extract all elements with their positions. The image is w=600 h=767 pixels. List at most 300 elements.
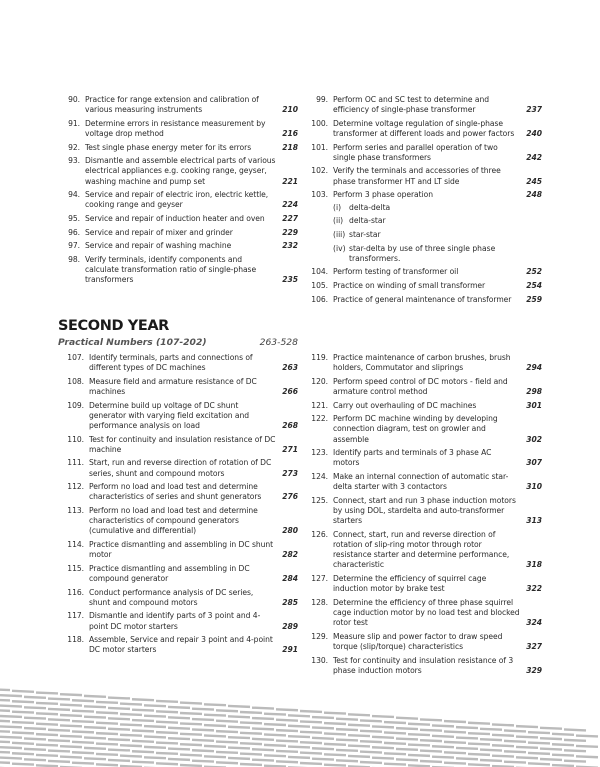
toc-entry[interactable]: [304, 632, 542, 652]
stripe-segment: [84, 737, 106, 738]
toc-entry[interactable]: [60, 119, 298, 139]
stripe-segment: [216, 762, 238, 763]
stripe-segment: [96, 702, 118, 703]
stripe-segment: [36, 755, 58, 756]
toc-entry[interactable]: [304, 166, 542, 186]
stripe-segment: [444, 752, 466, 753]
toc-entry[interactable]: [304, 377, 542, 397]
stripe-segment: [540, 738, 562, 739]
stripe-segment: [204, 704, 226, 705]
toc-entry[interactable]: [304, 143, 542, 163]
toc-entry-title: Make an internal connection of automatic star-delta starter with 3 contactors: [333, 471, 509, 492]
stripe-segment: [24, 749, 46, 750]
toc-entry-page: 266: [282, 387, 298, 396]
toc-entry-number: 124.: [311, 471, 328, 481]
stripe-segment: [60, 757, 82, 758]
toc-column-top-left: [60, 95, 298, 289]
stripe-segment: [408, 765, 430, 766]
toc-sub-item: [333, 203, 542, 213]
toc-entry-page: 235: [282, 275, 298, 285]
stripe-segment: [156, 722, 178, 723]
stripe-segment: [492, 735, 514, 736]
toc-entry-number: 123.: [311, 448, 328, 458]
toc-entry[interactable]: [304, 95, 542, 115]
stripe-segment: [312, 738, 334, 739]
stripe-segment: [72, 742, 94, 743]
stripe-segment: [456, 738, 478, 739]
stripe-segment: [0, 710, 10, 711]
stripe-segment: [372, 737, 394, 738]
stripe-segment: [444, 731, 466, 732]
toc-entry[interactable]: [60, 377, 298, 397]
stripe-segment: [228, 716, 250, 717]
toc-entry[interactable]: [304, 448, 542, 468]
stripe-segment: [204, 715, 226, 716]
stripe-segment: [36, 734, 58, 735]
stripe-segment: [132, 699, 154, 700]
stripe-segment: [72, 721, 94, 722]
stripe-segment: [144, 747, 166, 748]
toc-entry-number: 129.: [311, 631, 328, 641]
toc-entry[interactable]: [60, 214, 298, 224]
stripe-segment: [300, 711, 322, 712]
stripe-segment: [192, 750, 214, 751]
stripe-segment: [192, 761, 214, 762]
stripe-segment: [468, 744, 490, 745]
stripe-segment: [336, 750, 358, 751]
toc-entry[interactable]: [304, 190, 542, 200]
stripe-segment: [84, 696, 106, 697]
stripe-segment: [516, 747, 538, 748]
toc-entry[interactable]: [60, 143, 298, 153]
toc-entry[interactable]: [60, 588, 298, 608]
toc-entry-page: 248: [526, 190, 542, 200]
stripe-segment: [12, 753, 34, 754]
stripe-segment: [180, 734, 202, 735]
stripe-segment: [48, 761, 70, 762]
stripe-segment: [144, 716, 166, 717]
toc-entry[interactable]: [304, 353, 542, 373]
toc-entry[interactable]: [60, 435, 298, 455]
toc-entry-title: Perform speed control of DC motors - field and armature control method: [333, 376, 508, 396]
section-subheading: [58, 337, 298, 348]
stripe-segment: [132, 720, 154, 721]
stripe-segment: [348, 735, 370, 736]
stripe-segment: [528, 753, 550, 754]
stripe-segment: [504, 762, 526, 763]
toc-entry-number: 127.: [311, 573, 328, 583]
toc-entry-page: 218: [282, 142, 298, 152]
stripe-segment: [288, 726, 310, 727]
toc-entry-title: Identify terminals, parts and connections of different types of DC machines: [89, 353, 253, 373]
stripe-segment: [168, 717, 190, 718]
toc-entry-title: Practice on winding of small transformer: [333, 280, 486, 290]
stripe-segment: [48, 740, 70, 741]
toc-entry-title: Connect, start and run 3 phase induction motors by using DOL, stardelta and auto-transformer starters: [333, 495, 516, 526]
stripe-segment: [156, 732, 178, 733]
toc-entry[interactable]: [60, 564, 298, 584]
toc-entry-title: Test single phase energy meter for its errors: [85, 142, 252, 152]
toc-entry-page: 289: [282, 621, 298, 631]
stripe-segment: [108, 739, 130, 740]
toc-entry-page: 252: [526, 267, 542, 277]
toc-sub-item-marker: (i): [333, 202, 342, 212]
stripe-segment: [564, 729, 586, 730]
toc-entry[interactable]: [60, 611, 298, 631]
toc-entry[interactable]: [304, 401, 542, 411]
stripe-segment: [420, 751, 442, 752]
toc-entry[interactable]: [304, 598, 542, 629]
toc-entry[interactable]: [60, 190, 298, 210]
stripe-segment: [504, 730, 526, 731]
toc-entry-title: Start, run and reverse direction of rotation of DC series, shunt and compound motors: [89, 458, 272, 478]
stripe-segment: [240, 743, 262, 744]
stripe-segment: [324, 744, 346, 745]
toc-entry[interactable]: [60, 458, 298, 478]
stripe-segment: [24, 718, 46, 719]
stripe-segment: [168, 759, 190, 760]
toc-entry-title: Practice dismantling and assembling in DC shunt motor: [89, 539, 274, 560]
stripe-segment: [84, 706, 106, 707]
stripe-segment: [0, 720, 10, 721]
toc-entry-page: 259: [526, 294, 542, 304]
toc-entry-number: 106.: [311, 294, 328, 304]
toc-sub-item-text: delta-delta: [349, 202, 391, 212]
stripe-segment: [84, 748, 106, 749]
stripe-segment: [396, 759, 418, 760]
toc-entry[interactable]: [304, 119, 542, 139]
stripe-segment: [72, 700, 94, 701]
stripe-segment: [216, 731, 238, 732]
stripe-segment: [492, 745, 514, 746]
stripe-segment: [384, 732, 406, 733]
stripe-segment: [0, 695, 22, 696]
stripe-segment: [228, 748, 250, 749]
toc-entry-number: 121.: [311, 400, 328, 410]
stripe-segment: [180, 744, 202, 745]
toc-entry-title: Connect, start, run and reverse direction of rotation of slip-ring motor through rotor resistance starter and determine performance, characteristic: [333, 529, 510, 570]
stripe-segment: [336, 729, 358, 730]
stripe-segment: [252, 728, 274, 729]
stripe-segment: [312, 759, 334, 760]
stripe-segment: [372, 726, 394, 727]
toc-entry-number: 120.: [311, 376, 328, 386]
stripe-segment: [276, 761, 298, 762]
stripe-segment: [120, 724, 142, 725]
stripe-segment: [480, 760, 502, 761]
toc-entry-number: 111.: [67, 458, 84, 468]
stripe-segment: [180, 713, 202, 714]
stripe-segment: [12, 732, 34, 733]
stripe-segment: [96, 733, 118, 734]
toc-entry[interactable]: [304, 530, 542, 571]
section-subheading-label: Practical Numbers (107-202): [58, 337, 207, 348]
stripe-segment: [432, 725, 454, 726]
stripe-segment: [0, 706, 22, 707]
stripe-segment: [180, 765, 202, 766]
stripe-segment: [540, 749, 562, 750]
toc-entry[interactable]: [304, 472, 542, 492]
toc-entry-title: Dismantle and identify parts of 3 point and 4-point DC motor starters: [89, 611, 261, 631]
stripe-segment: [468, 754, 490, 755]
stripe-segment: [48, 709, 70, 710]
stripe-segment: [0, 762, 10, 763]
toc-entry[interactable]: [60, 255, 298, 286]
stripe-segment: [0, 747, 22, 748]
toc-entry[interactable]: [60, 482, 298, 502]
toc-entry[interactable]: [60, 401, 298, 432]
stripe-segment: [360, 731, 382, 732]
stripe-segment: [120, 704, 142, 705]
stripe-segment: [240, 733, 262, 734]
stripe-segment: [36, 745, 58, 746]
stripe-segment: [48, 730, 70, 731]
toc-entry-number: 97.: [68, 241, 80, 251]
toc-entry[interactable]: [304, 414, 542, 445]
stripe-segment: [276, 730, 298, 731]
stripe-segment: [360, 762, 382, 763]
stripe-segment: [408, 755, 430, 756]
stripe-segment: [252, 708, 274, 709]
toc-entry-page: 284: [282, 573, 298, 583]
stripe-segment: [324, 723, 346, 724]
stripe-segment: [264, 755, 286, 756]
toc-entry-title: Practice dismantling and assembling in DC compound generator: [89, 563, 250, 583]
toc-entry-page: 324: [526, 618, 542, 628]
stripe-segment: [420, 761, 442, 762]
stripe-segment: [204, 725, 226, 726]
toc-entry[interactable]: [60, 228, 298, 238]
stripe-segment: [156, 743, 178, 744]
stripe-segment: [168, 738, 190, 739]
toc-entry-number: 103.: [311, 190, 328, 200]
stripe-segment: [432, 757, 454, 758]
stripe-segment: [0, 741, 10, 742]
stripe-segment: [324, 754, 346, 755]
stripe-segment: [84, 758, 106, 759]
toc-entry-title: Identify parts and terminals of 3 phase AC motors: [333, 448, 492, 468]
stripe-segment: [528, 743, 550, 744]
toc-entry[interactable]: [304, 496, 542, 527]
stripe-segment: [108, 729, 130, 730]
stripe-segment: [264, 714, 286, 715]
stripe-segment: [0, 726, 22, 727]
stripe-segment: [216, 721, 238, 722]
toc-entry-title: Test for continuity and insulation resistance of 3 phase induction motors: [333, 655, 514, 675]
stripe-segment: [348, 714, 370, 715]
stripe-segment: [12, 712, 34, 713]
stripe-segment: [480, 750, 502, 751]
toc-entry-number: 104.: [311, 267, 328, 277]
stripe-segment: [60, 736, 82, 737]
stripe-segment: [24, 759, 46, 760]
toc-entry-title: Perform no load and load test and determine characteristics of series and shunt generators: [89, 482, 262, 502]
toc-entry[interactable]: [60, 241, 298, 251]
toc-entry[interactable]: [304, 574, 542, 594]
stripe-segment: [48, 719, 70, 720]
stripe-segment: [144, 736, 166, 737]
toc-entry-number: 100.: [311, 118, 328, 128]
stripe-segment: [72, 731, 94, 732]
stripe-segment: [408, 734, 430, 735]
stripe-segment: [384, 753, 406, 754]
toc-entry-number: 90.: [68, 95, 80, 104]
toc-entry[interactable]: [304, 281, 542, 291]
stripe-segment: [300, 763, 322, 764]
stripe-segment: [204, 735, 226, 736]
stripe-segment: [264, 745, 286, 746]
stripe-segment: [432, 746, 454, 747]
toc-column-bottom-right: [304, 353, 542, 679]
stripe-segment: [12, 743, 34, 744]
toc-entry-number: 113.: [67, 505, 84, 515]
stripe-segment: [144, 726, 166, 727]
toc-entry-title: Determine the efficiency of three phase squirrel cage induction motor by no load test and blocked rotor test: [333, 597, 520, 628]
toc-entry-page: 302: [526, 434, 542, 444]
toc-sub-item-text: star-delta by use of three single phase transformers.: [349, 243, 496, 263]
stripe-segment: [456, 748, 478, 749]
stripe-segment: [384, 722, 406, 723]
stripe-segment: [60, 715, 82, 716]
toc-entry[interactable]: [60, 540, 298, 560]
toc-entry-number: 96.: [68, 227, 80, 237]
stripe-segment: [444, 721, 466, 722]
toc-entry[interactable]: [304, 267, 542, 277]
toc-entry-title: Perform 3 phase operation: [333, 190, 434, 200]
stripe-segment: [288, 757, 310, 758]
stripe-segment: [168, 707, 190, 708]
stripe-segment: [252, 739, 274, 740]
toc-entry[interactable]: [60, 353, 298, 373]
toc-entry-number: 109.: [67, 400, 84, 410]
stripe-segment: [96, 744, 118, 745]
decorative-stripe-pattern: [0, 680, 600, 767]
toc-entry-title: Practice for range extension and calibration of various measuring instruments: [85, 95, 259, 115]
stripe-segment: [300, 742, 322, 743]
toc-entry-number: 126.: [311, 529, 328, 539]
stripe-segment: [216, 742, 238, 743]
stripe-segment: [192, 709, 214, 710]
stripe-segment: [540, 759, 562, 760]
stripe-segment: [552, 765, 574, 766]
stripe-segment: [408, 745, 430, 746]
toc-entry-number: 119.: [311, 353, 328, 362]
stripe-segment: [576, 756, 598, 757]
stripe-segment: [408, 724, 430, 725]
stripe-segment: [192, 719, 214, 720]
toc-entry-title: Perform OC and SC test to determine and efficiency of single-phase transformer: [333, 95, 490, 115]
stripe-segment: [24, 738, 46, 739]
toc-entry[interactable]: [60, 95, 298, 115]
toc-entry-number: 122.: [311, 414, 328, 424]
toc-entry-title: Determine voltage regulation of single-phase transformer at different loads and power factors: [333, 118, 515, 138]
stripe-segment: [420, 719, 442, 720]
stripe-segment: [552, 755, 574, 756]
stripe-segment: [336, 740, 358, 741]
stripe-segment: [120, 756, 142, 757]
toc-entry-title: Measure slip and power factor to draw speed torque (slip/torque) characteristics: [333, 631, 503, 651]
toc-entry-number: 98.: [68, 254, 80, 264]
stripe-segment: [492, 756, 514, 757]
toc-entry-page: 327: [526, 641, 542, 651]
toc-sub-item: [333, 216, 542, 226]
toc-entry-number: 115.: [67, 563, 84, 573]
stripe-segment: [132, 741, 154, 742]
stripe-segment: [456, 727, 478, 728]
stripe-segment: [24, 728, 46, 729]
toc-entry[interactable]: [60, 156, 298, 187]
stripe-segment: [108, 698, 130, 699]
toc-entry-page: 245: [526, 176, 542, 186]
toc-entry[interactable]: [60, 635, 298, 655]
toc-sub-item-marker: (iv): [333, 243, 346, 253]
toc-entry-title: Service and repair of mixer and grinder: [85, 227, 233, 237]
stripe-segment: [120, 714, 142, 715]
stripe-segment: [192, 729, 214, 730]
stripe-segment: [96, 764, 118, 765]
toc-entry-page: 329: [526, 665, 542, 675]
toc-entry-number: 118.: [67, 635, 84, 645]
stripe-segment: [576, 736, 598, 737]
toc-entry-page: 242: [526, 152, 542, 162]
stripe-segment: [396, 728, 418, 729]
stripe-segment: [0, 716, 22, 717]
toc-entry[interactable]: [304, 295, 542, 305]
toc-entry-page: 322: [526, 584, 542, 594]
stripe-segment: [168, 728, 190, 729]
stripe-segment: [0, 689, 10, 690]
toc-entry-title: Measure field and armature resistance of DC machines: [89, 376, 257, 396]
stripe-segment: [288, 747, 310, 748]
toc-entry-page: 294: [526, 363, 542, 373]
stripe-segment: [108, 750, 130, 751]
toc-entry-number: 102.: [311, 166, 328, 176]
toc-entry-title: Perform series and parallel operation of two single phase transformers: [333, 142, 498, 162]
toc-entry[interactable]: [60, 506, 298, 537]
stripe-segment: [276, 709, 298, 710]
stripe-segment: [84, 717, 106, 718]
stripe-segment: [0, 737, 22, 738]
stripe-segment: [120, 735, 142, 736]
stripe-segment: [96, 754, 118, 755]
stripe-segment: [132, 762, 154, 763]
toc-sub-item: [333, 230, 542, 240]
toc-entry[interactable]: [304, 656, 542, 676]
stripe-segment: [252, 760, 274, 761]
stripe-segment: [420, 740, 442, 741]
stripe-segment: [252, 718, 274, 719]
toc-entry-page: 276: [282, 492, 298, 502]
toc-entry-title: Determine build up voltage of DC shunt generator with varying field excitation and performance analysis on load: [89, 400, 250, 430]
stripe-segment: [324, 765, 346, 766]
toc-entry-number: 110.: [67, 434, 84, 444]
stripe-segment: [312, 727, 334, 728]
stripe-segment: [528, 732, 550, 733]
stripe-segment: [96, 712, 118, 713]
toc-entry-title: Determine the efficiency of squirrel cage induction motor by brake test: [333, 573, 487, 594]
toc-entry-number: 125.: [311, 495, 328, 505]
toc-entry-page: 221: [282, 176, 298, 186]
stripe-segment: [60, 705, 82, 706]
stripe-segment: [240, 764, 262, 765]
stripe-segment: [360, 741, 382, 742]
stripe-segment: [300, 721, 322, 722]
stripe-segment: [288, 736, 310, 737]
stripe-segment: [12, 691, 34, 692]
stripe-segment: [336, 760, 358, 761]
stripe-segment: [72, 763, 94, 764]
toc-entry-page: 291: [282, 645, 298, 655]
